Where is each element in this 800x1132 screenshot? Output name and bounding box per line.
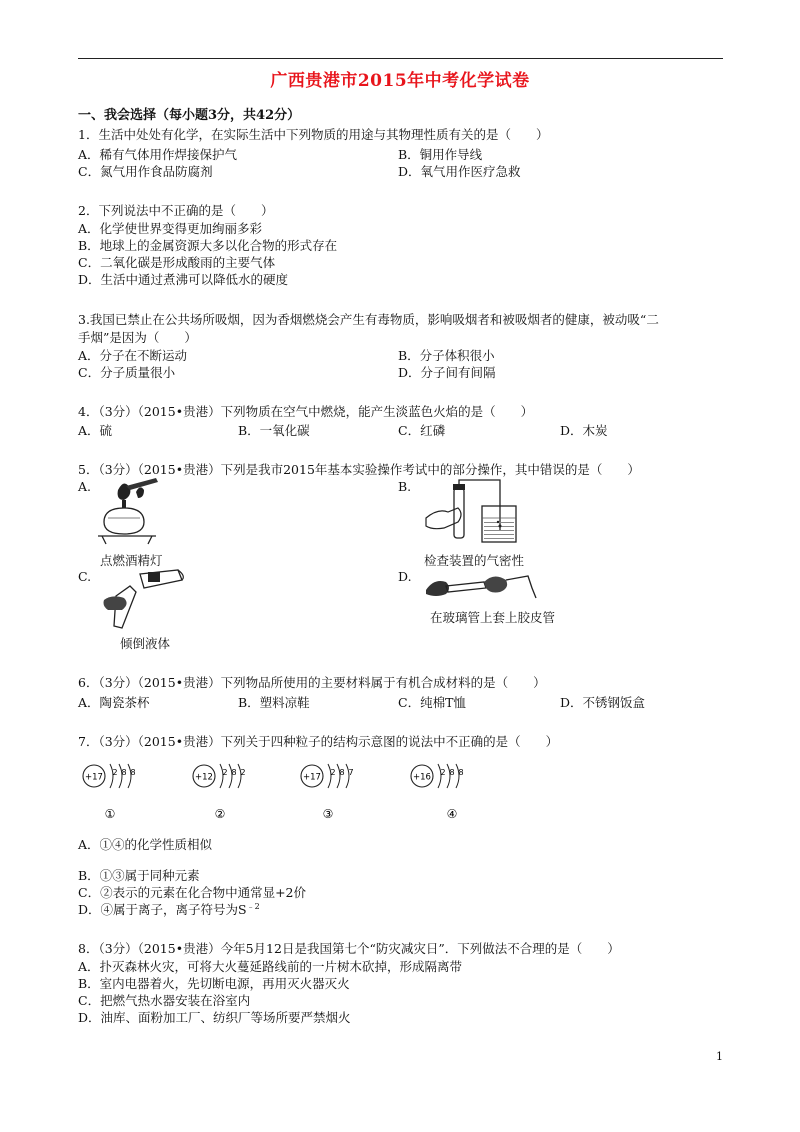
atom-diagram: [190, 754, 270, 826]
diagram-label: ①: [104, 807, 116, 821]
electron-count: 2: [112, 768, 118, 777]
diagram-label: ②: [214, 807, 226, 821]
electron-count: 7: [348, 768, 354, 777]
electron-count: 8: [449, 768, 455, 777]
q1-option-b: B．铜用作导线: [398, 147, 483, 162]
q3-option-d: D．分子间有间隔: [398, 365, 496, 380]
q2-option-a: A．化学使世界变得更加绚丽多彩: [78, 221, 263, 236]
q3-option-c: C．分子质量很小: [78, 365, 176, 380]
nucleus-charge: +12: [195, 772, 213, 783]
q5-caption-a: 点燃酒精灯: [100, 553, 163, 568]
electron-count: 8: [339, 768, 345, 777]
q4-option-c: C．红磷: [398, 423, 446, 438]
nucleus-charge: +17: [85, 772, 103, 783]
q8-option-c: C．把燃气热水器安装在浴室内: [78, 993, 251, 1008]
header-rule: [78, 58, 723, 59]
q5-option-b: B.: [398, 479, 412, 494]
electron-count: 8: [231, 768, 237, 777]
nucleus-charge: +16: [413, 772, 431, 783]
q2-option-d: D．生活中通过煮沸可以降低水的硬度: [78, 272, 289, 287]
q8-option-a: A．扑灭森林火灾，可将大火蔓延路线前的一片树木砍掉，形成隔离带: [78, 959, 463, 974]
q7-option-a: A．①④的化学性质相似: [78, 837, 213, 852]
airtightness-check-figure: [424, 478, 544, 550]
q6-stem: 6．（3分）（2015•贵港）下列物品所使用的主要材料属于有机合成材料的是（ ）: [78, 675, 546, 690]
q4-option-d: D．木炭: [560, 423, 608, 438]
page-number: 1: [716, 1050, 723, 1063]
q2-option-c: C．二氧化碳是形成酸雨的主要气体: [78, 255, 276, 270]
q8-option-b: B．室内电器着火，先切断电源，再用灭火器灭火: [78, 976, 350, 991]
q6-option-a: A．陶瓷茶杯: [78, 695, 150, 710]
section-heading: 一、我会选择（每小题3分，共42分）: [78, 108, 301, 123]
pouring-liquid-figure: [100, 566, 190, 630]
q2-stem: 2．下列说法中不正确的是（ ）: [78, 203, 274, 218]
atom-diagram: [298, 754, 378, 826]
page-title: 广西贵港市2015年中考化学试卷: [270, 71, 530, 91]
electron-count: 2: [222, 768, 228, 777]
q3-stem-line2: 手烟”是因为（ ）: [78, 330, 197, 345]
atom-diagram: [408, 754, 488, 826]
electron-count: 8: [130, 768, 136, 777]
electron-count: 2: [330, 768, 336, 777]
q5-caption-b: 检查装置的气密性: [424, 553, 525, 568]
q4-stem: 4．（3分）（2015•贵港）下列物质在空气中燃烧，能产生淡蓝色火焰的是（ ）: [78, 404, 534, 419]
q6-option-b: B．塑料凉鞋: [238, 695, 310, 710]
q5-caption-d: 在玻璃管上套上胶皮管: [430, 610, 556, 625]
q1-option-d: D．氧气用作医疗急救: [398, 164, 521, 179]
electron-count: 8: [121, 768, 127, 777]
q7-option-b: B．①③属于同种元素: [78, 868, 200, 883]
q6-option-c: C．纯棉T恤: [398, 695, 466, 710]
nucleus-charge: +17: [303, 772, 321, 783]
atom-diagram: [80, 754, 160, 826]
q1-stem: 1．生活中处处有化学，在实际生活中下列物质的用途与其物理性质有关的是（ ）: [78, 127, 549, 142]
q2-option-b: B．地球上的金属资源大多以化合物的形式存在: [78, 238, 338, 253]
alcohol-lamp-lighting-figure: [96, 478, 176, 548]
q4-option-a: A．硫: [78, 423, 113, 438]
q7-stem: 7．（3分）（2015•贵港）下列关于四种粒子的结构示意图的说法中不正确的是（ ）: [78, 734, 559, 749]
q7-option-d: [78, 900, 260, 918]
electron-count: 2: [440, 768, 446, 777]
q5-stem: 5．（3分）（2015•贵港）下列是我市2015年基本实验操作考试中的部分操作，其中错误的是（ ）: [78, 462, 640, 477]
q6-option-d: D．不锈钢饭盒: [560, 695, 646, 710]
q3-option-b: B．分子体积很小: [398, 348, 495, 363]
electron-count: 8: [458, 768, 464, 777]
q3-stem-line1: 3.我国已禁止在公共场所吸烟，因为香烟燃烧会产生有毒物质，影响吸烟者和被吸烟者的健康，被动吸“二: [78, 312, 659, 327]
diagram-label: ④: [446, 807, 458, 821]
q3-option-a: A．分子在不断运动: [78, 348, 188, 363]
rubber-tube-figure: [424, 568, 544, 604]
q8-stem: 8．（3分）（2015•贵港）今年5月12日是我国第七个“防灾减灾日”．下列做法不合理的是（ ）: [78, 941, 620, 956]
q1-option-c: C．氮气用作食品防腐剂: [78, 164, 213, 179]
q8-option-d: D．油库、面粉加工厂、纺织厂等场所要严禁烟火: [78, 1010, 351, 1025]
q5-option-a: A.: [78, 479, 92, 494]
q1-option-a: A．稀有气体用作焊接保护气: [78, 147, 238, 162]
q5-caption-c: 倾倒液体: [120, 636, 171, 651]
q4-option-b: B．一氧化碳: [238, 423, 310, 438]
diagram-label: ③: [322, 807, 334, 821]
q7-option-d-text: D．④属于离子，离子符号为S: [78, 902, 247, 917]
q5-option-c: C.: [78, 569, 92, 584]
q7-option-d-charge: ﹣2: [246, 901, 260, 911]
electron-count: 2: [240, 768, 246, 777]
q5-option-d: D.: [398, 569, 412, 584]
q7-option-c: C．②表示的元素在化合物中通常显+2价: [78, 885, 306, 900]
